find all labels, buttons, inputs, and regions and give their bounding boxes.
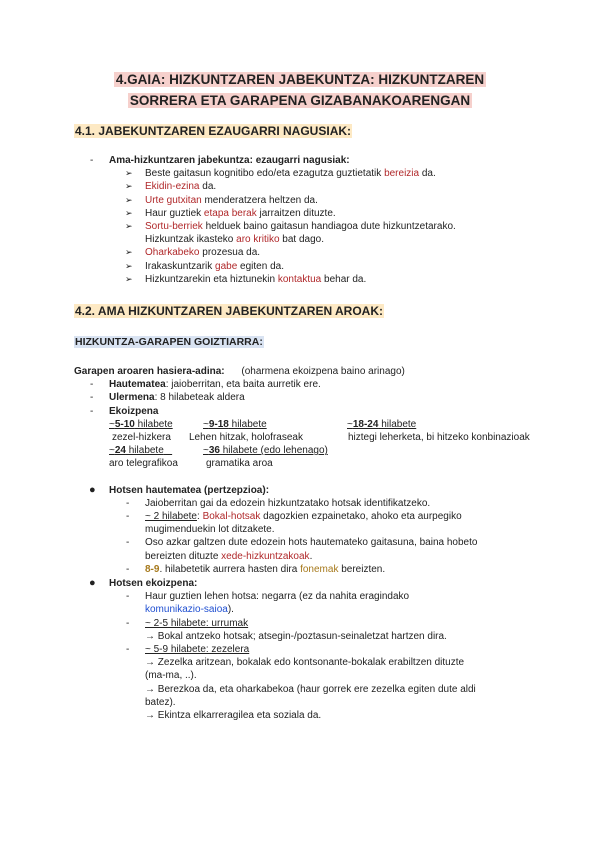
- list-item: ● Hotsen hautematea (pertzepzioa):: [89, 483, 270, 496]
- ekoizpena-row-2: zezel-hizkera Lehen hitzak, holofraseak hiztegi leherketa, bi hitzeko konbinazioak: [112, 432, 530, 444]
- section-heading-2: 4.2. AMA HIZKUNTZAREN JABEKUNTZAREN AROAK:: [75, 304, 383, 319]
- hotsen-ekoizpena: [89, 577, 600, 722]
- round-bullet-icon: ●: [89, 483, 96, 496]
- list-item: ● Hotsen ekoizpena:: [89, 577, 198, 590]
- list-item: - Jaioberritan gai da edozein hizkuntzatako hotsak identifikatzeko.: [126, 497, 431, 509]
- document-title: [0, 69, 600, 111]
- list-item: - ~ 2-5 hilabete: urrumak → Bokal antzeko hotsak; atsegin-/poztasun-seinaletzat hartzen dira.: [126, 617, 447, 642]
- bullet-item: ➢ Beste gaitasun kognitibo edo/eta ezagutza guztietatik bereizia da.: [125, 168, 436, 180]
- ekoizpena-row-1: ~5-10 hilabete ~9-18 hilabete ~18-24 hilabete: [109, 418, 417, 430]
- bullet-item: ➢ Oharkabeko prozesua da.: [125, 247, 261, 259]
- arrow-bullet-icon: ➢: [125, 247, 133, 258]
- list-item: - ~ 2 hilabete: Bokal-hotsak dagozkien ezpainetako, ahoko eta aurpegiko mugimenduekin lot ditzakete.: [126, 511, 462, 536]
- bullet-item: ➢ Irakaskuntzarik gabe egiten da.: [125, 260, 284, 272]
- arrow-bullet-icon: ➢: [125, 181, 133, 192]
- bullet-item: ➢ Urte gutxitan menderatzera heltzen da.: [125, 194, 318, 206]
- list-item: - Ama-hizkuntzaren jabekuntza: ezaugarri nagusiak:: [90, 155, 350, 166]
- list-item: - ~ 5-9 hilabete: zezelera → Zezelka aritzean, bokalak edo kontsonante-bokalak erabiltzen dituzte (ma-ma, ..). → Berezkoa da, eta oharkabekoa (haur gorrek ere zezelka egiten dute aldi batez). → Ekintza elkarreragilea eta soziala da.: [126, 644, 476, 722]
- bullet-item: ➢ Sortu-berriek helduek baino gaitasun handiagoa dute hizkuntzetarako. Hizkuntzak ikasteko aro kritiko bat dago.: [125, 221, 456, 246]
- list-item: - Hautematea: jaioberritan, eta baita aurretik ere.: [90, 379, 321, 391]
- arrow-bullet-icon: ➢: [125, 168, 133, 179]
- section-heading-1: 4.1. JABEKUNTZAREN EZAUGARRI NAGUSIAK:: [75, 124, 352, 138]
- list-item: - Oso azkar galtzen dute edozein hots hautemateko gaitasuna, baina hobeto bereizten dituzte xede-hizkuntzakoak.: [126, 537, 478, 562]
- title-line-2: SORRERA ETA GARAPENA GIZABANAKOARENGAN: [129, 93, 471, 108]
- ekoizpena-row-4: aro telegrafikoa gramatika aroa: [109, 458, 273, 470]
- list-item: - 8-9. hilabetetik aurrera hasten dira fonemak bereizten.: [126, 563, 386, 575]
- stage-list: [90, 378, 600, 470]
- arrow-bullet-icon: ➢: [125, 260, 133, 271]
- hotsen-hautematea: [89, 483, 600, 576]
- title-line-1: 4.GAIA: HIZKUNTZAREN JABEKUNTZA: HIZKUNTZAREN: [115, 72, 485, 87]
- subsection-heading: HIZKUNTZA-GARAPEN GOIZTIARRA:: [75, 336, 263, 349]
- ekoizpena-row-3: ~24 hilabete ~36 hilabete (edo lehenago): [109, 445, 328, 457]
- list-item: - Haur guztien lehen hotsa: negarra (ez da nahita eragindako komunikazio-saioa).: [126, 591, 410, 616]
- bullet-list: [125, 167, 600, 286]
- round-bullet-icon: ●: [89, 577, 96, 590]
- list-item: - Ulermena: 8 hilabeteak aldera: [90, 392, 245, 404]
- arrow-bullet-icon: ➢: [125, 207, 133, 218]
- garapen-line: Garapen aroaren hasiera-adina: (oharmena ekoizpena baino arinago): [74, 366, 405, 378]
- arrow-bullet-icon: ➢: [125, 221, 133, 232]
- bullet-item: ➢ Hizkuntzarekin eta hiztunekin kontaktua behar da.: [125, 273, 367, 285]
- bullet-item: ➢ Haur guztiek etapa berak jarraitzen dituzte.: [125, 207, 336, 219]
- section1-list: [90, 154, 600, 286]
- list-item: - Ekoizpena: [90, 405, 159, 417]
- arrow-bullet-icon: ➢: [125, 194, 133, 205]
- bullet-item: ➢ Ekidin-ezina da.: [125, 181, 217, 193]
- arrow-bullet-icon: ➢: [125, 273, 133, 284]
